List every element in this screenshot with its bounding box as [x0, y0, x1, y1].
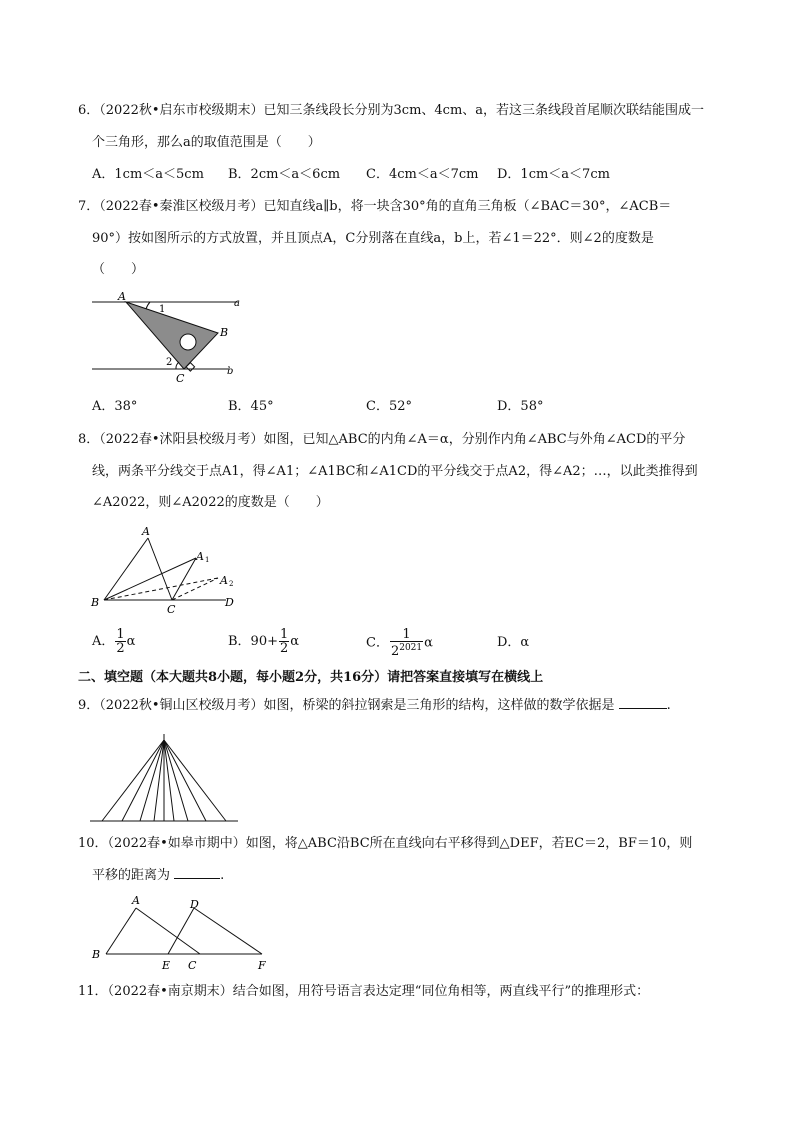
q8-option-a[interactable]: [92, 628, 135, 655]
cable-1: [102, 740, 164, 821]
q8-option-a-num: 1: [116, 627, 125, 642]
q8-option-b-den: 2: [280, 641, 289, 656]
label-a1: A: [196, 550, 204, 563]
q8-option-c-den-base: 2: [390, 644, 400, 659]
label-c: C: [167, 603, 176, 616]
q8-option-d[interactable]: D．α: [497, 635, 530, 650]
q8-option-c[interactable]: [366, 628, 433, 658]
q9-bridge-figure: [88, 730, 248, 826]
q7-option-a[interactable]: A．38°: [92, 399, 138, 414]
cable-7: [164, 740, 206, 821]
label-c-point: C: [176, 372, 185, 385]
q8-option-b-prefix: B．90+: [228, 634, 278, 649]
q7-option-d[interactable]: D．58°: [497, 399, 544, 414]
q8-option-b-suffix: α: [290, 634, 300, 649]
label-a-point: A: [118, 290, 126, 303]
q10-line1: 10．（2022春•如皋市期中）如图，将△ABC沿BC所在直线向右平移得到△DEF，若EC＝2，BF＝10，则: [78, 836, 693, 851]
q10-answer-blank[interactable]: [174, 866, 220, 879]
label-c: C: [188, 959, 197, 972]
q8-option-c-prefix: C．: [366, 635, 389, 651]
q6-option-c[interactable]: C．4cm＜a＜7cm: [366, 167, 479, 182]
label-angle-2: 2: [166, 357, 173, 368]
q9-line1: [78, 696, 671, 715]
segment-ac: [148, 538, 172, 600]
q9-text: 9．（2022秋•铜山区校级月考）如图，桥梁的斜拉钢索是三角形的结构，这样做的数学依据是: [78, 698, 615, 713]
q7-line2: 90°）按如图所示的方式放置，并且顶点A，C分别落在直线a，b上，若∠1＝22°．则∠2的度数是: [92, 231, 654, 246]
label-d: D: [190, 898, 199, 911]
q7-figure: [88, 288, 258, 386]
q8-option-c-fraction: [390, 628, 423, 658]
bisector-c: [172, 558, 196, 600]
label-f: F: [258, 959, 266, 972]
q8-option-c-num: 1: [390, 628, 423, 642]
q8-option-b[interactable]: [228, 628, 299, 655]
label-a2-sub: 2: [229, 580, 234, 588]
plate-hole: [180, 334, 196, 350]
cable-8: [164, 740, 226, 821]
cable-4: [154, 740, 164, 821]
q8-option-c-den-exp: 2021: [399, 643, 423, 653]
bisector-b: [104, 558, 196, 600]
label-b: B: [91, 596, 100, 609]
label-line-a: a: [234, 298, 240, 309]
label-a: A: [132, 894, 140, 907]
q10-line2: [92, 866, 224, 885]
label-b-point: B: [220, 326, 229, 339]
q6-option-b[interactable]: B．2cm＜a＜6cm: [228, 167, 341, 182]
segment-ab: [106, 908, 136, 954]
q8-line3: ∠A2022，则∠A2022的度数是（ ）: [92, 495, 329, 510]
cable-5: [164, 740, 174, 821]
q7-line1: 7．（2022春•秦淮区校级月考）已知直线a∥b，将一块含30°角的直角三角板（∠BAC＝30°，∠ACB＝: [78, 199, 672, 214]
q10-text: 平移的距离为: [92, 868, 171, 883]
q8-option-b-fraction: [279, 628, 289, 655]
label-line-b: b: [227, 366, 234, 377]
q10-period: .: [220, 868, 225, 883]
label-a: A: [142, 525, 150, 538]
q8-option-b-num: 1: [280, 627, 289, 642]
q6-option-a[interactable]: A．1cm＜a＜5cm: [92, 167, 204, 182]
cable-6: [164, 740, 188, 821]
q10-figure: [88, 892, 278, 974]
bisector-c-2: [172, 578, 218, 600]
q6-line2: 个三角形，那么a的取值范围是（ ）: [92, 135, 321, 150]
angle-2-arc: [176, 362, 179, 369]
q8-option-c-suffix: α: [424, 635, 433, 651]
q8-option-a-prefix: A．: [92, 634, 115, 649]
q8-option-a-den: 2: [116, 641, 125, 656]
q6-line1: 6．（2022秋•启东市校级期末）已知三条线段长分别为3cm、4cm、a，若这三条线段首尾顺次联结能围成一: [78, 103, 705, 118]
segment-df: [194, 908, 262, 954]
angle-1-arc: [146, 302, 150, 309]
q8-option-a-suffix: α: [126, 634, 136, 649]
cable-3: [140, 740, 164, 821]
label-d: D: [225, 596, 234, 609]
segment-ab: [104, 538, 148, 600]
bisector-b-2: [104, 578, 218, 600]
q6-option-d[interactable]: D．1cm＜a＜7cm: [497, 167, 610, 182]
q8-option-a-fraction: [115, 628, 125, 655]
label-b: B: [92, 948, 101, 961]
q9-answer-blank[interactable]: [619, 696, 667, 709]
label-angle-1: 1: [159, 304, 166, 315]
q7-option-c[interactable]: C．52°: [366, 399, 412, 414]
q8-option-c-den: [390, 642, 423, 658]
q7-option-b[interactable]: B．45°: [228, 399, 274, 414]
section-2-heading: 二、填空题（本大题共8小题，每小题2分，共16分）请把答案直接填写在横线上: [78, 670, 544, 685]
cable-2: [122, 740, 164, 821]
q8-line1: 8．（2022春•沭阳县校级月考）如图，已知△ABC的内角∠A＝α，分别作内角∠ABC与外角∠ACD的平分: [78, 432, 686, 447]
q8-figure: [88, 524, 248, 616]
label-a2: A: [220, 574, 228, 587]
q9-period: .: [666, 698, 671, 713]
label-e: E: [162, 959, 171, 972]
label-a1-sub: 1: [205, 556, 210, 564]
q11-line1: 11．（2022春•南京期末）结合如图，用符号语言表达定理“同位角相等，两直线平行”的推理形式：: [78, 984, 650, 999]
q7-line3: （ ）: [92, 262, 145, 277]
q8-line2: 线，两条平分线交于点A1，得∠A1；∠A1BC和∠A1CD的平分线交于点A2，得∠A2；…，以此类推得到: [92, 464, 698, 479]
